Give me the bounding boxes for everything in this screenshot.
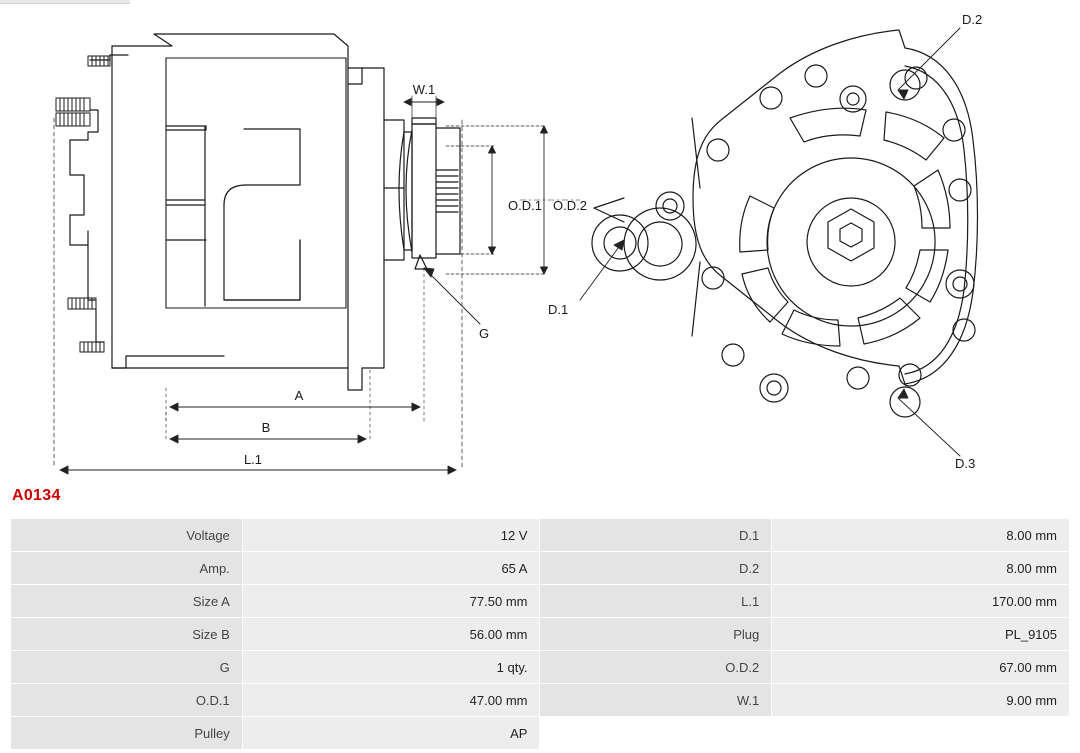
front-view-group [592,30,978,417]
spec-left-value: 47.00 mm [242,684,540,717]
spec-right-label: D.1 [540,519,772,552]
spec-left-value: 56.00 mm [242,618,540,651]
spec-right-value: 8.00 mm [772,519,1070,552]
spec-right-label [540,717,772,750]
label-g: G [479,326,490,341]
spec-left-value: 77.50 mm [242,585,540,618]
spec-right-label: L.1 [540,585,772,618]
label-d1: D.1 [548,302,569,317]
spec-left-value: AP [242,717,540,750]
spec-left-value: 65 A [242,552,540,585]
table-row [11,717,1070,750]
spec-left-label: O.D.1 [11,684,243,717]
table-row [11,618,1070,651]
label-d2: D.2 [962,12,983,27]
spec-left-label: Voltage [11,519,243,552]
spec-right-value: PL_9105 [772,618,1070,651]
spec-right-value: 170.00 mm [772,585,1070,618]
spec-left-label: G [11,651,243,684]
table-row [11,552,1070,585]
label-d3: D.3 [955,456,976,471]
table-row [11,519,1070,552]
spec-left-label: Pulley [11,717,243,750]
table-row [11,684,1070,717]
label-od1: O.D.1 [508,198,542,213]
spec-right-value: 9.00 mm [772,684,1070,717]
label-w1: W.1 [412,82,436,97]
table-row [11,651,1070,684]
spec-table-body [11,519,1070,750]
table-row [11,585,1070,618]
part-number: A0134 [12,487,61,504]
specifications-table [10,518,1070,750]
spec-right-label: W.1 [540,684,772,717]
label-od2: O.D.2 [553,198,587,213]
spec-left-label: Amp. [11,552,243,585]
spec-right-value: 67.00 mm [772,651,1070,684]
spec-left-value: 12 V [242,519,540,552]
spec-left-label: Size B [11,618,243,651]
spec-right-label: Plug [540,618,772,651]
spec-left-value: 1 qty. [242,651,540,684]
spec-right-value [772,717,1070,750]
spec-left-label: Size A [11,585,243,618]
side-view-group [56,34,460,390]
label-b: B [261,420,271,435]
spec-right-value: 8.00 mm [772,552,1070,585]
label-a: A [294,388,304,403]
spec-right-label: D.2 [540,552,772,585]
spec-right-label: O.D.2 [540,651,772,684]
label-l1: L.1 [243,452,263,467]
